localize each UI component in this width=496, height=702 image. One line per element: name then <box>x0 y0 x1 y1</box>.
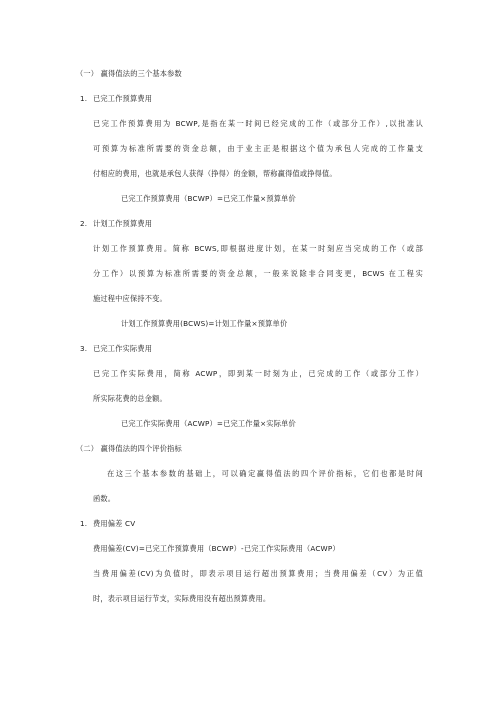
item-3-text-line-1: 已完工作实际费用，简称 ACWP，即到某一时刻为止，已完成的工作（或部分工作） <box>93 369 423 378</box>
item-2-text-line-3: 施过程中应保持不变。 <box>93 294 167 303</box>
section-1-heading: （一） 赢得值法的三个基本参数 <box>76 69 182 78</box>
section-2-intro-line-2: 函数。 <box>93 494 116 503</box>
section-2-heading: （二） 赢得值法的四个评价指标 <box>76 444 182 453</box>
item-1-text-line-2: 可预算为标准所需要的资金总额，由于业主正是根据这个值为承包人完成的工作量支 <box>93 144 423 153</box>
item-1-formula: 已完工作预算费用（BCWP）=已完工作量×预算单价 <box>121 194 296 203</box>
item-2-number: 2. <box>80 219 88 228</box>
item-1-text-line-3: 付相应的费用，也就是承包人获得（挣得）的金额，帮称赢得值或挣得值。 <box>93 169 337 178</box>
metric-1-number: 1. <box>80 519 88 528</box>
item-1-title: 已完工作预算费用 <box>93 94 153 103</box>
item-3-formula: 已完工作实际费用（ACWP）=已完工作量×实际单价 <box>121 419 296 428</box>
metric-1-title: 费用偏差 CV <box>93 519 136 528</box>
item-1-text-line-1: 已完工作预算费用为 BCWP,是指在某一时间已经完成的工作（或部分工作）,以批准认 <box>93 119 423 128</box>
metric-1-text-line-2: 时，表示项目运行节支，实际费用没有超出预算费用。 <box>93 594 271 603</box>
metric-1-text-line-1: 当费用偏差(CV)为负值时，即表示项目运行超出预算费用；当费用偏差（CV）为正值 <box>93 569 423 578</box>
item-2-title: 计划工作预算费用 <box>93 219 153 228</box>
item-3-title: 已完工作实际费用 <box>93 344 153 353</box>
item-3-text-line-2: 所实际花费的总金额。 <box>93 394 167 403</box>
item-1-number: 1. <box>80 94 88 103</box>
item-3-number: 3. <box>80 344 88 353</box>
item-2-text-line-1: 计划工作预算费用。简称 BCWS,即根据进度计划，在某一时刻应当完成的工作（或部 <box>93 244 423 253</box>
item-2-formula: 计划工作预算费用(BCWS)=计划工作量×预算单价 <box>121 319 288 328</box>
metric-1-formula: 费用偏差(CV)=已完工作预算费用（BCWP）-已完工作实际费用（ACWP） <box>93 544 340 553</box>
section-2-intro-line-1: 在这三个基本参数的基础上，可以确定赢得值法的四个评价指标，它们也都是时间 <box>107 469 423 478</box>
item-2-text-line-2: 分工作）以预算为标准所需要的资金总额，一般来说除非合同变更，BCWS 在工程实 <box>93 269 423 278</box>
